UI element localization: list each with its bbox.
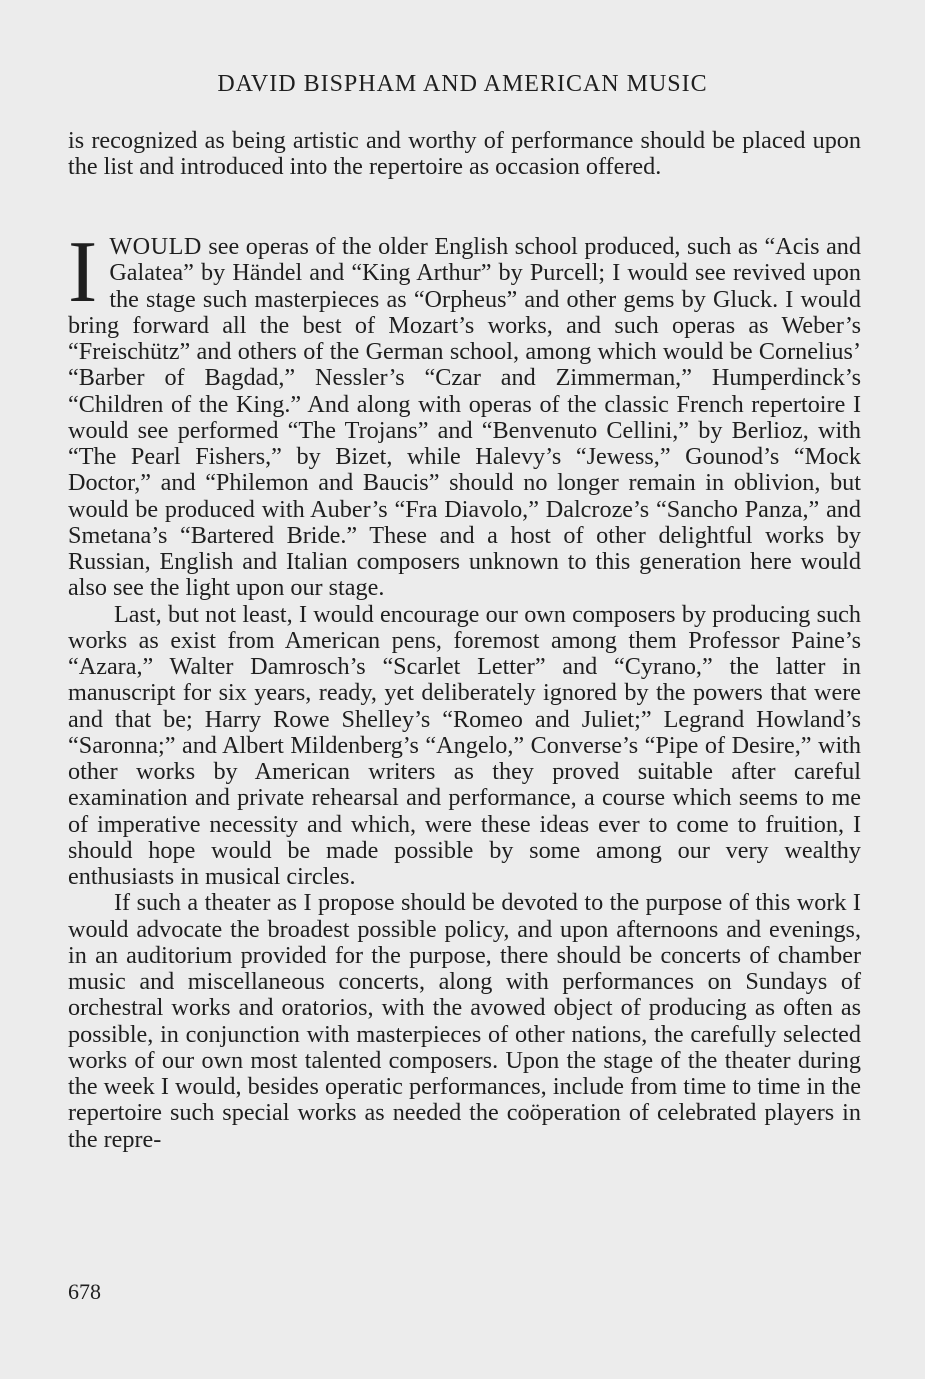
page-number: 678 — [68, 1279, 101, 1304]
paragraph-continuation: is recognized as being artistic and worthy of performance should be placed upon the list and introduced into the repertoire as occasion offered. — [68, 127, 861, 181]
drop-cap-word: WOULD — [109, 233, 202, 260]
paragraph-opening-text: see operas of the older English school produced, such as “Acis and Galatea” by Händel and “King Arthur” by Purcell; I would see revived upon the stage such masterpieces as “Orpheus” and other gems by Gluck. I would bring forward all the best of Mozart’s works, and such operas as Weber’s “Freischütz” and others of the German school, among which would be Cornelius’ “Barber of Bagdad,” Nessler’s “Czar and Zimmerman,” Humperdinck’s “Children of the King.” And along with operas of the classic French repertoire I would see performed “The Trojans” and “Benvenuto Cellini,” by Berlioz, with “The Pearl Fishers,” by Bizet, while Halevy’s “Jewess,” Gounod’s “Mock Doctor,” and “Philemon and Baucis” should no longer remain in oblivion, but would be produced with Auber’s “Fra Diavolo,” Dalcroze’s “Sancho Panza,” and Smetana’s “Bartered Bride.” These and a host of other delightful works by Russian, English and Italian composers unknown to this generation here would also see the light upon our stage. — [68, 233, 861, 602]
paragraph-continuation-block — [68, 128, 861, 181]
main-text-block — [68, 224, 861, 1153]
running-head-title: DAVID BISPHAM AND AMERICAN MUSIC — [217, 71, 708, 97]
drop-cap-letter: I — [68, 224, 98, 321]
paragraph-opening — [68, 224, 861, 602]
paragraph-american-composers: Last, but not least, I would encourage our own composers by producing such works as exist from American pens, foremost among them Professor Paine’s “Azara,” Walter Damrosch’s “Scarlet Letter” and “Cyrano,” the latter in manuscript for six years, ready, yet deliberately ignored by the powers that were and that be; Harry Rowe Shelley’s “Romeo and Juliet;” Legrand Howland’s “Saronna;” and Albert Mildenberg’s “Angelo,” Converse’s “Pipe of Desire,” with other works by American writers as they proved suitable after careful examination and private rehearsal and performance, a course which seems to me of imperative necessity and which, were these ideas ever to come to fruition, I should hope would be made possible by some among our very wealthy enthusiasts in musical circles. — [68, 600, 861, 890]
paragraph-theater-policy: If such a theater as I propose should be devoted to the purpose of this work I would advocate the broadest possible policy, and upon afternoons and evenings, in an auditorium provided for the purpose, there should be concerts of chamber music and miscellaneous concerts, along with performances on Sundays of orchestral works and oratorios, with the avowed object of producing as often as possible, in conjunction with masterpieces of other nations, the carefully selected works of our own most talented composers. Upon the stage of the theater during the week I would, besides operatic performances, include from time to time in the repertoire such special works as needed the coöperation of celebrated players in the repre- — [68, 889, 861, 1153]
